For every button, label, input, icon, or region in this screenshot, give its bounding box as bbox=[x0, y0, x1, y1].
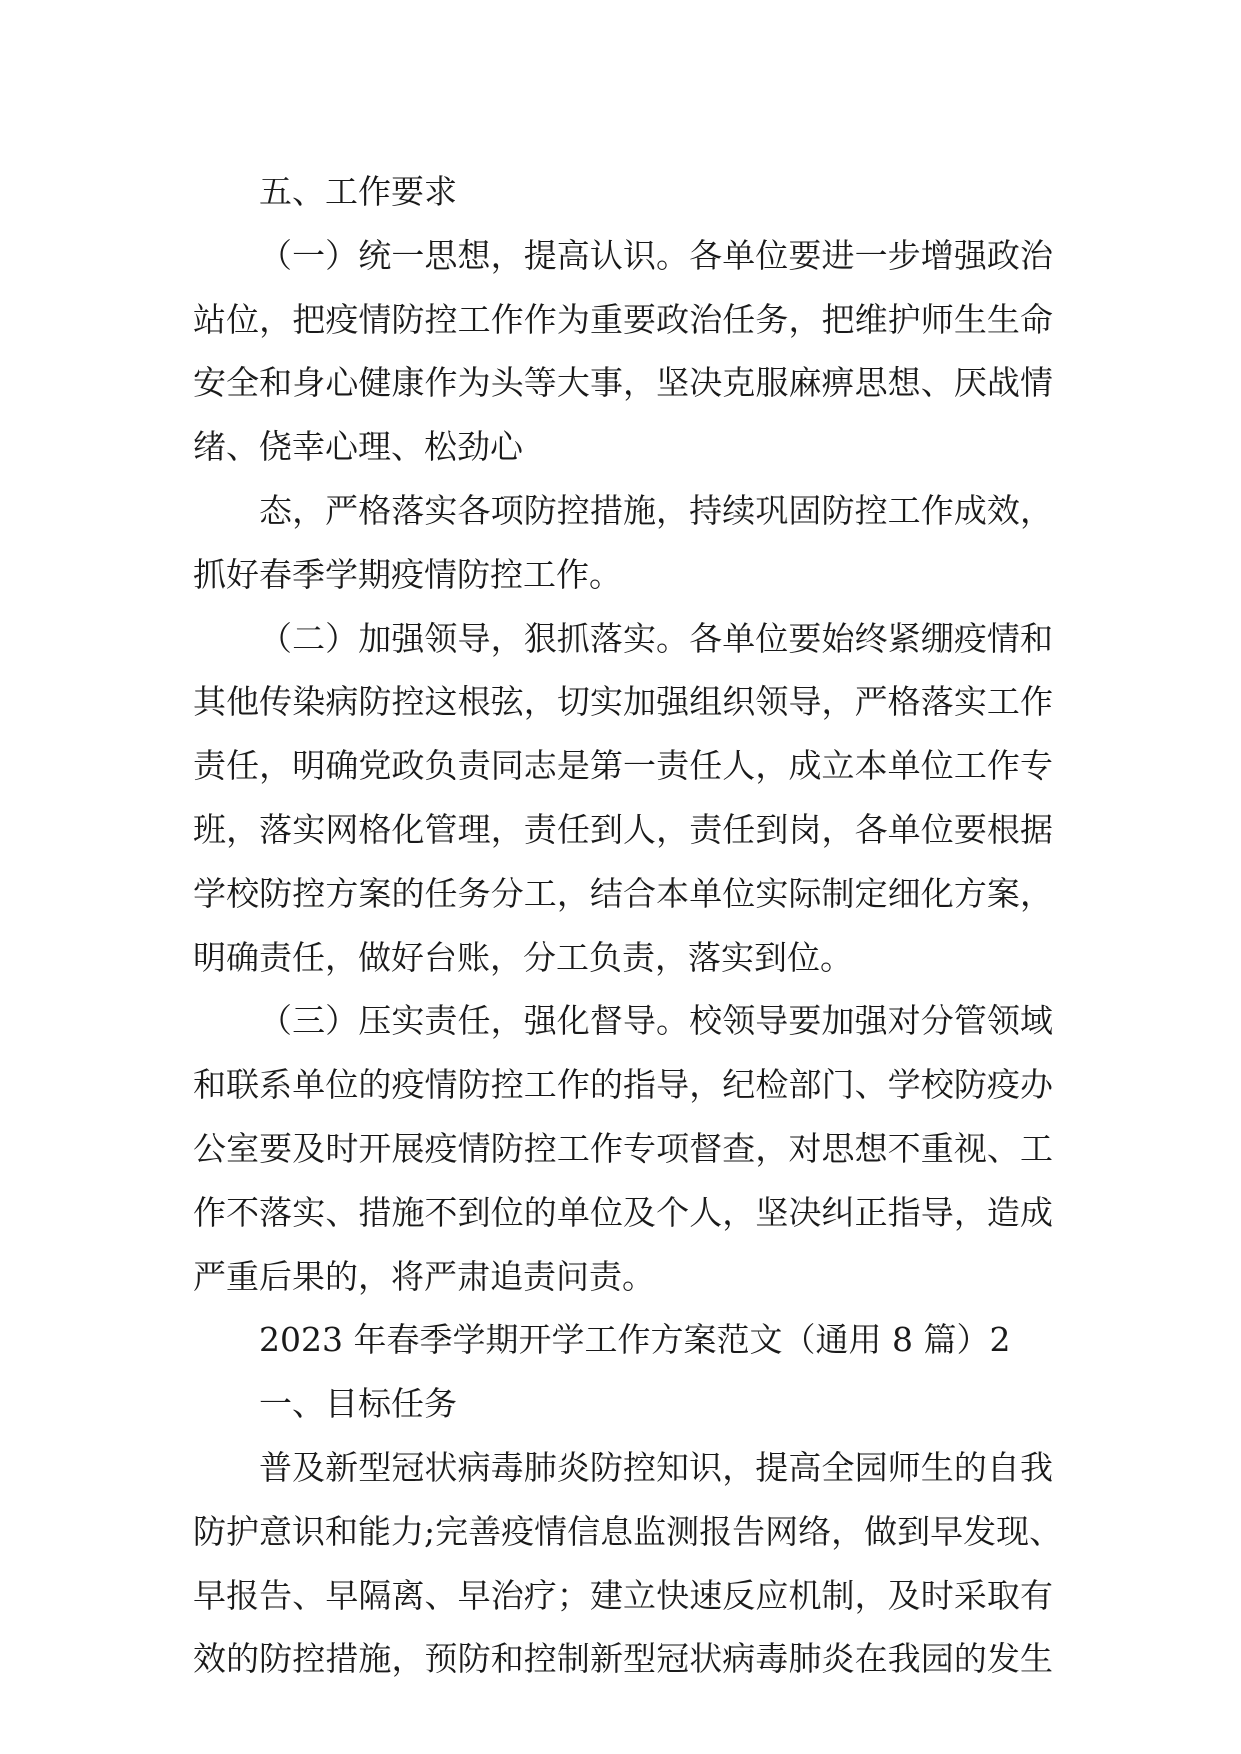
paragraph-line: 效的防控措施，预防和控制新型冠状病毒肺炎在我园的发生 bbox=[193, 1639, 1053, 1679]
paragraph-line: 班，落实网格化管理，责任到人，责任到岗，各单位要根据 bbox=[193, 809, 1053, 849]
section-heading: 五、工作要求 bbox=[259, 172, 457, 211]
paragraph-line: 抓好春季学期疫情防控工作。 bbox=[193, 554, 622, 594]
paragraph-line: 学校防控方案的任务分工，结合本单位实际制定细化方案， bbox=[193, 873, 1053, 913]
paragraph-line: 态，严格落实各项防控措施，持续巩固防控工作成效， bbox=[259, 490, 1053, 530]
paragraph-line: （二）加强领导，狠抓落实。各单位要始终紧绷疫情和 bbox=[259, 618, 1053, 658]
paragraph-line: 作不落实、措施不到位的单位及个人，坚决纠正指导，造成 bbox=[193, 1192, 1053, 1232]
paragraph-line: 安全和身心健康作为头等大事，坚决克服麻痹思想、厌战情 bbox=[193, 363, 1053, 403]
paragraph-line: 绪、侥幸心理、松劲心 bbox=[193, 427, 523, 467]
paragraph-line: 其他传染病防控这根弦，切实加强组织领导，严格落实工作 bbox=[193, 682, 1053, 722]
paragraph-line: 普及新型冠状病毒肺炎防控知识，提高全园师生的自我 bbox=[259, 1447, 1053, 1487]
paragraph-line: 公室要及时开展疫情防控工作专项督查，对思想不重视、工 bbox=[193, 1128, 1053, 1168]
paragraph-line: 站位，把疫情防控工作作为重要政治任务，把维护师生生命 bbox=[193, 299, 1053, 339]
section-heading: 一、目标任务 bbox=[259, 1384, 457, 1424]
document-title: 2023 年春季学期开学工作方案范文（通用 8 篇）2 bbox=[259, 1320, 1011, 1360]
paragraph-line: （三）压实责任，强化督导。校领导要加强对分管领域 bbox=[259, 1001, 1053, 1041]
paragraph-line: 明确责任，做好台账，分工负责，落实到位。 bbox=[193, 937, 853, 977]
paragraph-line: 和联系单位的疫情防控工作的指导，纪检部门、学校防疫办 bbox=[193, 1065, 1053, 1105]
paragraph-line: 严重后果的，将严肃追责问责。 bbox=[193, 1256, 655, 1296]
paragraph-line: 早报告、早隔离、早治疗；建立快速反应机制，及时采取有 bbox=[193, 1575, 1053, 1615]
paragraph-line: （一）统一思想，提高认识。各单位要进一步增强政治 bbox=[259, 235, 1053, 275]
paragraph-line: 责任，明确党政负责同志是第一责任人，成立本单位工作专 bbox=[193, 746, 1053, 786]
paragraph-line: 防护意识和能力;完善疫情信息监测报告网络，做到早发现、 bbox=[193, 1511, 1063, 1551]
document-body bbox=[193, 160, 1063, 1691]
